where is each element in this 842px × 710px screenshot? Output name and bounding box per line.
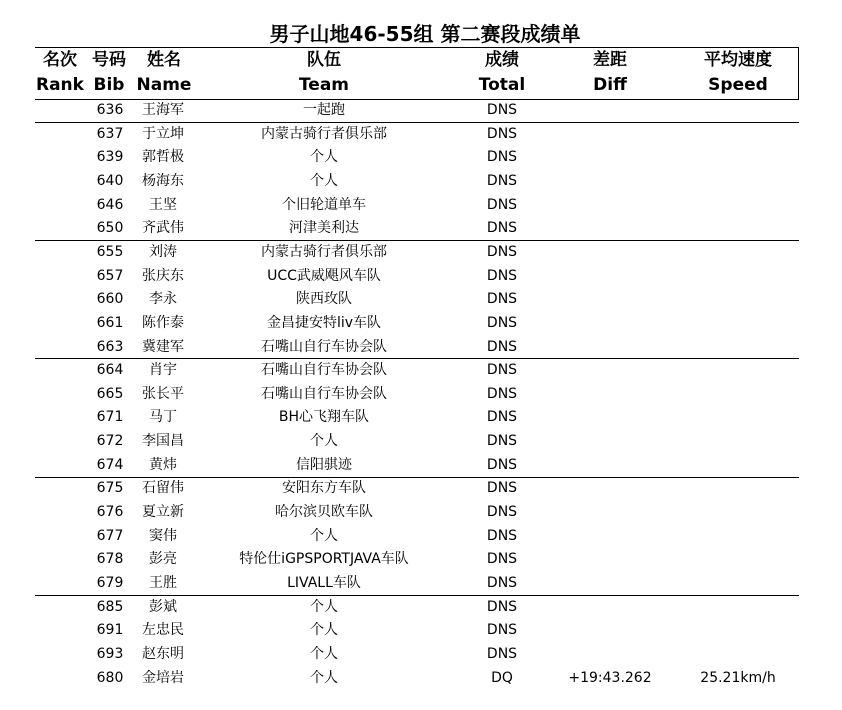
cell-bib: 650 — [96, 220, 124, 237]
cell-total: DNS — [486, 314, 518, 331]
table-row — [0, 146, 842, 170]
cell-name: 于立坤 — [142, 125, 184, 142]
cell-team: 信阳骐迹 — [296, 456, 352, 473]
header-diff-en: Diff — [593, 75, 627, 95]
cell-team: 个人 — [310, 527, 338, 544]
table-row — [0, 359, 842, 383]
cell-bib: 691 — [96, 622, 124, 639]
header-name-zh: 姓名 — [147, 50, 181, 70]
header-total — [464, 48, 540, 100]
cell-team: 特伦仕iGPSPORTJAVA车队 — [239, 551, 409, 568]
header-rank — [35, 48, 85, 100]
cell-bib: 693 — [96, 645, 124, 662]
cell-bib: 637 — [96, 125, 124, 142]
cell-name: 赵东明 — [142, 645, 184, 662]
cell-bib: 639 — [96, 149, 124, 166]
cell-bib: 664 — [96, 362, 124, 379]
table-row — [0, 525, 842, 549]
cell-bib: 676 — [96, 504, 124, 521]
cell-bib: 640 — [96, 172, 124, 189]
table-row — [0, 454, 842, 478]
header-rank-en: Rank — [36, 75, 84, 95]
header-speed-en: Speed — [708, 75, 768, 95]
cell-team: 金昌捷安特liv车队 — [266, 314, 382, 331]
cell-bib: 679 — [96, 575, 124, 591]
header-total-zh: 成绩 — [485, 50, 519, 70]
cell-name: 冀建军 — [142, 338, 184, 355]
header-name-en: Name — [136, 75, 192, 95]
table-row — [0, 548, 842, 572]
header-name — [136, 48, 192, 100]
cell-bib: 678 — [96, 551, 124, 568]
cell-total: DNS — [486, 196, 518, 213]
cell-team: 石嘴山自行车协会队 — [261, 338, 387, 355]
cell-name: 王海军 — [142, 102, 184, 118]
cell-team: LIVALL车队 — [287, 575, 361, 591]
cell-name: 王胜 — [149, 575, 177, 591]
table-row — [0, 265, 842, 289]
cell-name: 张长平 — [142, 385, 184, 402]
cell-name: 杨海东 — [142, 172, 184, 189]
cell-name: 石留伟 — [142, 480, 184, 497]
cell-name: 李永 — [149, 291, 177, 308]
cell-name: 彭斌 — [149, 598, 177, 615]
table-row — [0, 501, 842, 525]
cell-total: DNS — [486, 575, 518, 591]
cell-team: 内蒙古骑行者俱乐部 — [261, 243, 387, 260]
cell-name: 李国昌 — [142, 433, 184, 450]
cell-name: 彭亮 — [149, 551, 177, 568]
cell-bib: 665 — [96, 385, 124, 402]
header-speed — [690, 48, 786, 100]
cell-team: 个人 — [310, 433, 338, 450]
cell-diff: +19:43.262 — [568, 669, 652, 686]
cell-team: 石嘴山自行车协会队 — [261, 362, 387, 379]
table-row — [0, 383, 842, 407]
cell-team: 一起跑 — [303, 102, 345, 118]
cell-name: 左忠民 — [142, 622, 184, 639]
cell-bib: 636 — [96, 102, 124, 118]
cell-team: 个人 — [310, 669, 338, 686]
table-row — [0, 406, 842, 430]
cell-name: 齐武伟 — [142, 220, 184, 237]
cell-total: DNS — [486, 149, 518, 166]
cell-team: 个人 — [310, 622, 338, 639]
cell-name: 刘涛 — [149, 243, 177, 260]
header-top-rule — [35, 47, 799, 48]
cell-total: DQ — [491, 669, 513, 686]
cell-total: DNS — [486, 243, 518, 260]
table-row — [0, 99, 842, 123]
cell-total: DNS — [486, 433, 518, 450]
cell-speed: 25.21km/h — [700, 669, 776, 686]
header-bib-en: Bib — [93, 75, 125, 95]
cell-bib: 655 — [96, 243, 124, 260]
header-total-en: Total — [478, 75, 526, 95]
table-row — [0, 667, 842, 691]
cell-bib: 674 — [96, 456, 124, 473]
table-row — [0, 336, 842, 360]
header-bib — [86, 48, 132, 100]
cell-name: 张庆东 — [142, 267, 184, 284]
header-rank-zh: 名次 — [43, 50, 77, 70]
header-bib-zh: 号码 — [92, 50, 126, 70]
cell-team: 个旧轮道单车 — [282, 196, 366, 213]
table-row — [0, 572, 842, 596]
cell-bib: 657 — [96, 267, 124, 284]
cell-name: 窦伟 — [149, 527, 177, 544]
cell-bib: 685 — [96, 598, 124, 615]
cell-bib: 677 — [96, 527, 124, 544]
cell-total: DNS — [486, 551, 518, 568]
table-row — [0, 643, 842, 667]
cell-bib: 672 — [96, 433, 124, 450]
header-team-en: Team — [298, 75, 350, 95]
cell-team: 个人 — [310, 172, 338, 189]
cell-bib: 663 — [96, 338, 124, 355]
cell-team: 安阳东方车队 — [282, 480, 366, 497]
table-row — [0, 430, 842, 454]
cell-name: 黄炜 — [149, 456, 177, 473]
header-right-rule — [798, 48, 799, 100]
cell-name: 马丁 — [149, 409, 177, 426]
header-team — [264, 48, 384, 100]
cell-bib: 671 — [96, 409, 124, 426]
cell-bib: 646 — [96, 196, 124, 213]
cell-team: 个人 — [310, 149, 338, 166]
cell-team: 个人 — [310, 598, 338, 615]
cell-bib: 660 — [96, 291, 124, 308]
table-row — [0, 241, 842, 265]
table-row — [0, 123, 842, 147]
cell-bib: 675 — [96, 480, 124, 497]
header-diff — [570, 48, 650, 100]
cell-team: 河津美利达 — [289, 220, 359, 237]
cell-total: DNS — [486, 409, 518, 426]
cell-total: DNS — [486, 504, 518, 521]
cell-team: 陕西玫队 — [296, 291, 352, 308]
cell-total: DNS — [486, 338, 518, 355]
cell-team: UCC武威飓风车队 — [267, 267, 381, 284]
cell-name: 夏立新 — [142, 504, 184, 521]
cell-name: 陈作泰 — [142, 314, 184, 331]
cell-total: DNS — [486, 622, 518, 639]
table-row — [0, 170, 842, 194]
cell-bib: 680 — [96, 669, 124, 686]
cell-name: 肖宇 — [149, 362, 177, 379]
table-row — [0, 619, 842, 643]
cell-total: DNS — [486, 172, 518, 189]
cell-team: 哈尔滨贝欧车队 — [275, 504, 373, 521]
cell-team: 石嘴山自行车协会队 — [261, 385, 387, 402]
cell-total: DNS — [486, 220, 518, 237]
cell-name: 金培岩 — [142, 669, 184, 686]
cell-total: DNS — [486, 385, 518, 402]
table-row — [0, 194, 842, 218]
cell-total: DNS — [486, 267, 518, 284]
header-speed-zh: 平均速度 — [704, 50, 772, 70]
cell-total: DNS — [486, 456, 518, 473]
cell-total: DNS — [486, 291, 518, 308]
header-team-zh: 队伍 — [307, 50, 341, 70]
cell-name: 王坚 — [149, 196, 177, 213]
cell-bib: 661 — [96, 314, 124, 331]
cell-total: DNS — [486, 480, 518, 497]
cell-team: 个人 — [310, 645, 338, 662]
table-row — [0, 288, 842, 312]
cell-total: DNS — [486, 125, 518, 142]
cell-total: DNS — [486, 527, 518, 544]
results-title: 男子山地46-55组 第二赛段成绩单 — [269, 22, 581, 46]
table-row — [0, 477, 842, 501]
cell-total: DNS — [486, 102, 518, 118]
cell-total: DNS — [486, 362, 518, 379]
cell-total: DNS — [486, 598, 518, 615]
table-row — [0, 596, 842, 620]
cell-team: BH心飞翔车队 — [278, 409, 370, 426]
table-row — [0, 312, 842, 336]
cell-team: 内蒙古骑行者俱乐部 — [261, 125, 387, 142]
header-diff-zh: 差距 — [593, 50, 627, 70]
table-row — [0, 217, 842, 241]
cell-total: DNS — [486, 645, 518, 662]
cell-name: 郭哲极 — [142, 149, 184, 166]
